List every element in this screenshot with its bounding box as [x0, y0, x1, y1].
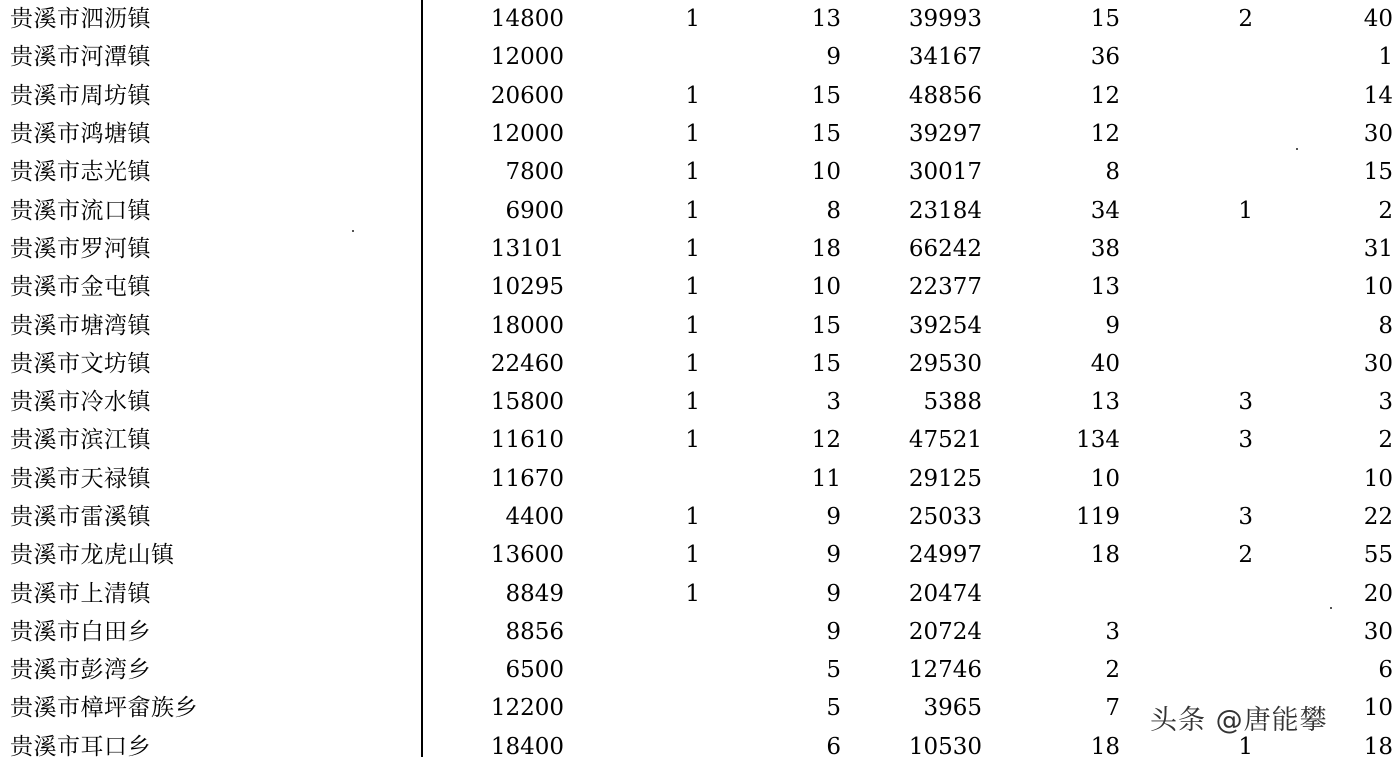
value-cell-c3: 6	[826, 733, 841, 757]
value-cell-c1: 13600	[490, 542, 564, 569]
value-cell-c5: 13	[1090, 274, 1120, 301]
value-cell-c1: 6500	[505, 657, 564, 684]
value-cell-c6	[1120, 153, 1253, 191]
value-cell-c4: 39297	[908, 121, 982, 148]
value-cell-c5: 134	[1076, 427, 1120, 454]
table-row	[0, 38, 1393, 76]
value-cell-c7: 6	[1378, 657, 1393, 684]
township-name-cell: 贵溪市天禄镇	[10, 465, 151, 492]
value-cell-c7: 1	[1378, 44, 1393, 71]
value-cell-c2: 1	[685, 235, 700, 262]
value-cell-c2: 1	[685, 580, 700, 607]
value-cell-c6: 3	[1238, 389, 1253, 416]
table-row	[0, 115, 1393, 153]
township-name-cell: 贵溪市滨江镇	[10, 427, 151, 454]
table-row	[0, 613, 1393, 651]
value-cell-c6	[1120, 613, 1253, 651]
table-row	[0, 77, 1393, 115]
value-cell-c2: 1	[685, 197, 700, 224]
value-cell-c3: 12	[811, 427, 841, 454]
value-cell-c2	[564, 728, 700, 757]
value-cell-c5: 13	[1090, 389, 1120, 416]
value-cell-c6	[1120, 38, 1253, 76]
value-cell-c1: 15800	[490, 389, 564, 416]
value-cell-c4: 3965	[923, 695, 982, 722]
value-cell-c5: 18	[1090, 542, 1120, 569]
scan-speck	[1330, 607, 1332, 609]
value-cell-c4: 12746	[908, 657, 982, 684]
value-cell-c2: 1	[685, 427, 700, 454]
value-cell-c3: 18	[811, 235, 841, 262]
value-cell-c1: 18400	[490, 733, 564, 757]
value-cell-c7: 18	[1363, 733, 1393, 757]
township-name-cell: 贵溪市龙虎山镇	[10, 542, 175, 569]
table-row	[0, 651, 1393, 689]
value-cell-c7: 15	[1363, 159, 1393, 186]
value-cell-c6	[1120, 77, 1253, 115]
township-name-cell: 贵溪市上清镇	[10, 580, 151, 607]
township-name-cell: 贵溪市罗河镇	[10, 235, 151, 262]
value-cell-c4: 47521	[908, 427, 982, 454]
township-name-cell: 贵溪市耳口乡	[10, 733, 151, 757]
table-row	[0, 460, 1393, 498]
value-cell-c5: 18	[1090, 733, 1120, 757]
township-name-cell: 贵溪市雷溪镇	[10, 504, 151, 530]
value-cell-c1: 10295	[490, 274, 564, 301]
value-cell-c7: 22	[1363, 504, 1393, 530]
value-cell-c3: 15	[811, 312, 841, 339]
value-cell-c7: 3	[1378, 389, 1393, 416]
value-cell-c3: 10	[811, 274, 841, 301]
table-row	[0, 0, 1393, 38]
value-cell-c3: 8	[826, 197, 841, 224]
value-cell-c3: 9	[826, 504, 841, 530]
value-cell-c4: 23184	[908, 197, 982, 224]
table-row	[0, 574, 1393, 612]
value-cell-c7: 14	[1363, 82, 1393, 109]
value-cell-c4: 20724	[908, 618, 982, 645]
value-cell-c3: 3	[826, 389, 841, 416]
township-name-cell: 贵溪市鸿塘镇	[10, 121, 151, 148]
value-cell-c4: 10530	[908, 733, 982, 757]
value-cell-c2: 1	[685, 389, 700, 416]
value-cell-c4: 39993	[908, 6, 982, 33]
value-cell-c2: 1	[685, 504, 700, 530]
value-cell-c4: 66242	[908, 235, 982, 262]
value-cell-c5: 3	[1105, 618, 1120, 645]
scan-speck	[352, 230, 354, 232]
value-cell-c1: 12000	[490, 44, 564, 71]
township-name-cell: 贵溪市金屯镇	[10, 274, 151, 301]
value-cell-c7: 40	[1363, 6, 1393, 33]
value-cell-c1: 20600	[490, 82, 564, 109]
value-cell-c2: 1	[685, 6, 700, 33]
scan-speck	[1296, 148, 1298, 150]
value-cell-c5: 8	[1105, 159, 1120, 186]
value-cell-c5	[982, 574, 1120, 612]
table-row	[0, 153, 1393, 191]
value-cell-c6	[1120, 460, 1253, 498]
value-cell-c5: 9	[1105, 312, 1120, 339]
table-row	[0, 306, 1393, 344]
value-cell-c2: 1	[685, 159, 700, 186]
value-cell-c7: 10	[1363, 274, 1393, 301]
value-cell-c2	[564, 460, 700, 498]
value-cell-c6	[1120, 574, 1253, 612]
value-cell-c5: 12	[1090, 82, 1120, 109]
township-name-cell: 贵溪市彭湾乡	[10, 657, 151, 684]
value-cell-c3: 5	[826, 657, 841, 684]
table-row	[0, 268, 1393, 306]
value-cell-c3: 15	[811, 121, 841, 148]
value-cell-c7: 10	[1363, 465, 1393, 492]
value-cell-c4: 24997	[908, 542, 982, 569]
value-cell-c1: 14800	[490, 6, 564, 33]
value-cell-c7: 30	[1363, 350, 1393, 377]
value-cell-c1: 8849	[505, 580, 564, 607]
value-cell-c2: 1	[685, 312, 700, 339]
value-cell-c5: 34	[1090, 197, 1120, 224]
value-cell-c1: 8856	[505, 618, 564, 645]
value-cell-c3: 11	[811, 465, 841, 492]
value-cell-c1: 6900	[505, 197, 564, 224]
value-cell-c1: 12200	[490, 695, 564, 722]
value-cell-c5: 15	[1090, 6, 1120, 33]
township-name-cell: 贵溪市周坊镇	[10, 82, 151, 109]
value-cell-c6	[1120, 306, 1253, 344]
value-cell-c3: 9	[826, 580, 841, 607]
value-cell-c1: 7800	[505, 159, 564, 186]
value-cell-c7: 8	[1378, 312, 1393, 339]
value-cell-c6	[1120, 651, 1253, 689]
table-row	[0, 191, 1393, 229]
value-cell-c4: 20474	[908, 580, 982, 607]
value-cell-c6	[1120, 268, 1253, 306]
value-cell-c4: 29530	[908, 350, 982, 377]
table-row	[0, 345, 1393, 383]
value-cell-c5: 38	[1090, 235, 1120, 262]
township-name-cell: 贵溪市文坊镇	[10, 350, 151, 377]
value-cell-c5: 10	[1090, 465, 1120, 492]
table-row	[0, 383, 1393, 421]
value-cell-c2	[564, 38, 700, 76]
table-row	[0, 421, 1393, 459]
value-cell-c7: 2	[1378, 197, 1393, 224]
watermark-label: 头条 @唐能攀	[1150, 705, 1328, 736]
value-cell-c1: 13101	[490, 235, 564, 262]
value-cell-c7: 20	[1363, 580, 1393, 607]
value-cell-c1: 18000	[490, 312, 564, 339]
value-cell-c7: 30	[1363, 121, 1393, 148]
value-cell-c6: 2	[1238, 542, 1253, 569]
value-cell-c7: 2	[1378, 427, 1393, 454]
value-cell-c3: 13	[811, 6, 841, 33]
value-cell-c6: 3	[1238, 427, 1253, 454]
value-cell-c4: 22377	[908, 274, 982, 301]
value-cell-c4: 30017	[908, 159, 982, 186]
value-cell-c7: 10	[1363, 695, 1393, 722]
value-cell-c3: 5	[826, 695, 841, 722]
value-cell-c6: 1	[1238, 197, 1253, 224]
township-name-cell: 贵溪市塘湾镇	[10, 312, 151, 339]
value-cell-c6	[1120, 230, 1253, 268]
value-cell-c2: 1	[685, 121, 700, 148]
value-cell-c2	[564, 689, 700, 727]
value-cell-c1: 22460	[490, 350, 564, 377]
township-name-cell: 贵溪市冷水镇	[10, 389, 151, 416]
value-cell-c5: 7	[1105, 695, 1120, 722]
township-name-cell: 贵溪市樟坪畲族乡	[10, 695, 198, 722]
township-name-cell: 贵溪市白田乡	[10, 618, 151, 645]
table-row	[0, 536, 1393, 574]
value-cell-c1: 4400	[505, 504, 564, 530]
value-cell-c3: 15	[811, 82, 841, 109]
value-cell-c7: 31	[1363, 235, 1393, 262]
value-cell-c2: 1	[685, 350, 700, 377]
value-cell-c4: 34167	[908, 44, 982, 71]
value-cell-c5: 36	[1090, 44, 1120, 71]
value-cell-c6: 1	[1238, 733, 1253, 757]
value-cell-c4: 48856	[908, 82, 982, 109]
township-name-cell: 贵溪市河潭镇	[10, 44, 151, 71]
value-cell-c3: 9	[826, 542, 841, 569]
value-cell-c4: 5388	[923, 389, 982, 416]
value-cell-c1: 11610	[490, 427, 564, 454]
value-cell-c3: 9	[826, 618, 841, 645]
value-cell-c3: 9	[826, 44, 841, 71]
township-name-cell: 贵溪市流口镇	[10, 197, 151, 224]
value-cell-c4: 29125	[908, 465, 982, 492]
value-cell-c5: 12	[1090, 121, 1120, 148]
value-cell-c2: 1	[685, 274, 700, 301]
value-cell-c5: 2	[1105, 657, 1120, 684]
township-name-cell: 贵溪市泗沥镇	[10, 6, 151, 33]
column-divider-line	[421, 0, 423, 757]
value-cell-c3: 15	[811, 350, 841, 377]
value-cell-c4: 25033	[908, 504, 982, 530]
value-cell-c3: 10	[811, 159, 841, 186]
value-cell-c4: 39254	[908, 312, 982, 339]
value-cell-c7: 30	[1363, 618, 1393, 645]
value-cell-c1: 11670	[490, 465, 564, 492]
value-cell-c2	[564, 651, 700, 689]
value-cell-c6: 3	[1238, 504, 1253, 530]
value-cell-c2	[564, 613, 700, 651]
table-row	[0, 230, 1393, 268]
value-cell-c7: 55	[1363, 542, 1393, 569]
value-cell-c6	[1120, 115, 1253, 153]
value-cell-c2: 1	[685, 82, 700, 109]
value-cell-c5: 40	[1090, 350, 1120, 377]
value-cell-c2: 1	[685, 542, 700, 569]
table-row	[0, 498, 1393, 536]
township-name-cell: 贵溪市志光镇	[10, 159, 151, 186]
value-cell-c1: 12000	[490, 121, 564, 148]
value-cell-c5: 119	[1076, 504, 1120, 530]
value-cell-c6: 2	[1238, 6, 1253, 33]
value-cell-c6	[1120, 345, 1253, 383]
